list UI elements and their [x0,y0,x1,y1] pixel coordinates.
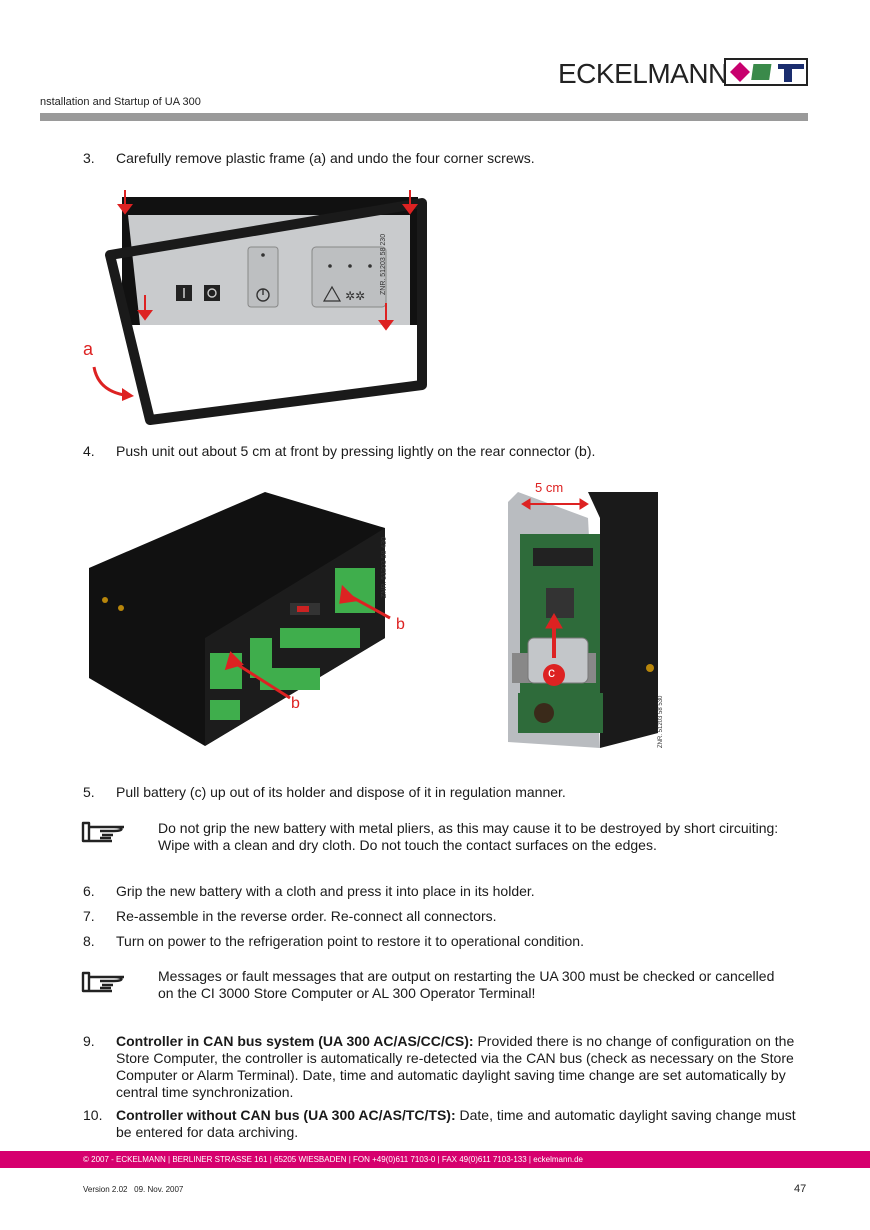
step-text [116,1107,811,1141]
pointing-hand-icon [80,970,130,996]
znr-label: ZNR. 51203 58 230 [380,233,387,295]
step-number: 3. [83,150,95,166]
step-number: 9. [83,1033,95,1049]
step-5 [83,784,823,802]
step-text [116,1033,811,1101]
label-b-right: b [396,616,405,633]
step-body: Date, time and automatic daylight saving change must be entered for data archiving. [116,1107,796,1140]
note-messages [80,966,820,1006]
figure-battery [508,478,668,762]
footer-copyright: © 2007 - ECKELMANN | BERLINER STRASSE 161 | 65205 WIESBADEN | FON +49(0)611 7103-0 | FAX 49(0)611 7103-133 | eckelmann.de [83,1155,584,1164]
step-10 [83,1107,823,1143]
logo-shapes-icon [726,60,806,84]
step-number: 7. [83,908,95,924]
step-text: Pull battery (c) up out of its holder and dispose of it in regulation manner. [116,784,566,800]
note-battery [80,818,820,858]
step-4 [83,443,823,461]
step-number: 4. [83,443,95,459]
figure-rear-connectors [85,488,415,750]
footer-bar [0,1151,870,1168]
controller-rear-illustration [85,488,415,750]
figure-frame-removal [80,185,450,425]
step-text: Grip the new battery with a cloth and press it into place in its holder. [116,883,535,899]
note-line-1: Do not grip the new battery with metal pliers, as this may cause it to be destroyed by short circuiting: [158,820,779,836]
label-b-lower: b [291,695,300,712]
note-line-1: Messages or fault messages that are output on restarting the UA 300 must be checked or cancelled [158,968,775,984]
step-number: 10. [83,1107,103,1123]
step-text: Re-assemble in the reverse order. Re-connect all connectors. [116,908,497,924]
page-number: 47 [794,1183,807,1195]
label-a: a [83,339,94,359]
step-number: 8. [83,933,95,949]
step-heading: Controller in CAN bus system (UA 300 AC/AS/CC/CS): [116,1033,474,1049]
brand-logo-text: ECKELMANN [558,58,728,89]
step-text: Turn on power to the refrigeration point to restore it to operational condition. [116,933,584,949]
step-number: 6. [83,883,95,899]
step-8 [83,933,823,951]
pointing-hand-icon [80,820,130,846]
step-6 [83,883,823,901]
label-5cm: 5 cm [535,480,564,495]
controller-front-illustration [80,185,450,425]
header-rule [40,113,808,121]
step-7 [83,908,823,926]
step-text: Push unit out about 5 cm at front by pressing lightly on the rear connector (b). [116,443,596,459]
step-9 [83,1033,823,1103]
step-heading: Controller without CAN bus (UA 300 AC/AS/TC/TS): [116,1107,456,1123]
svg-text:✲✲: ✲✲ [345,289,366,303]
znr-label: ZNR. 51203 58 430 [381,536,388,598]
step-text: Carefully remove plastic frame (a) and undo the four corner screws. [116,150,535,166]
header [0,0,870,125]
footer-version: Version 2.02 09. Nov. 2007 [83,1185,184,1194]
step-3 [83,150,823,168]
controller-side-illustration [508,478,668,762]
note-line-2: on the CI 3000 Store Computer or AL 300 Operator Terminal! [158,985,536,1001]
znr-label: ZNR. 51203 58 530 [658,695,664,748]
note-line-2: Wipe with a clean and dry cloth. Do not touch the contact surfaces on the edges. [158,837,657,853]
page-header-title: nstallation and Startup of UA 300 [40,96,201,108]
step-number: 5. [83,784,95,800]
brand-logo-mark [724,58,808,86]
step-body: Provided there is no change of configuration on the Store Computer, the controller is automatically re-detected via the CAN bus (check as necessary on the Store Computer or Alarm Terminal). Date, time and automatic daylight saving time change are set automatically by central time synchronization. [116,1033,795,1100]
label-c: c [548,664,555,680]
